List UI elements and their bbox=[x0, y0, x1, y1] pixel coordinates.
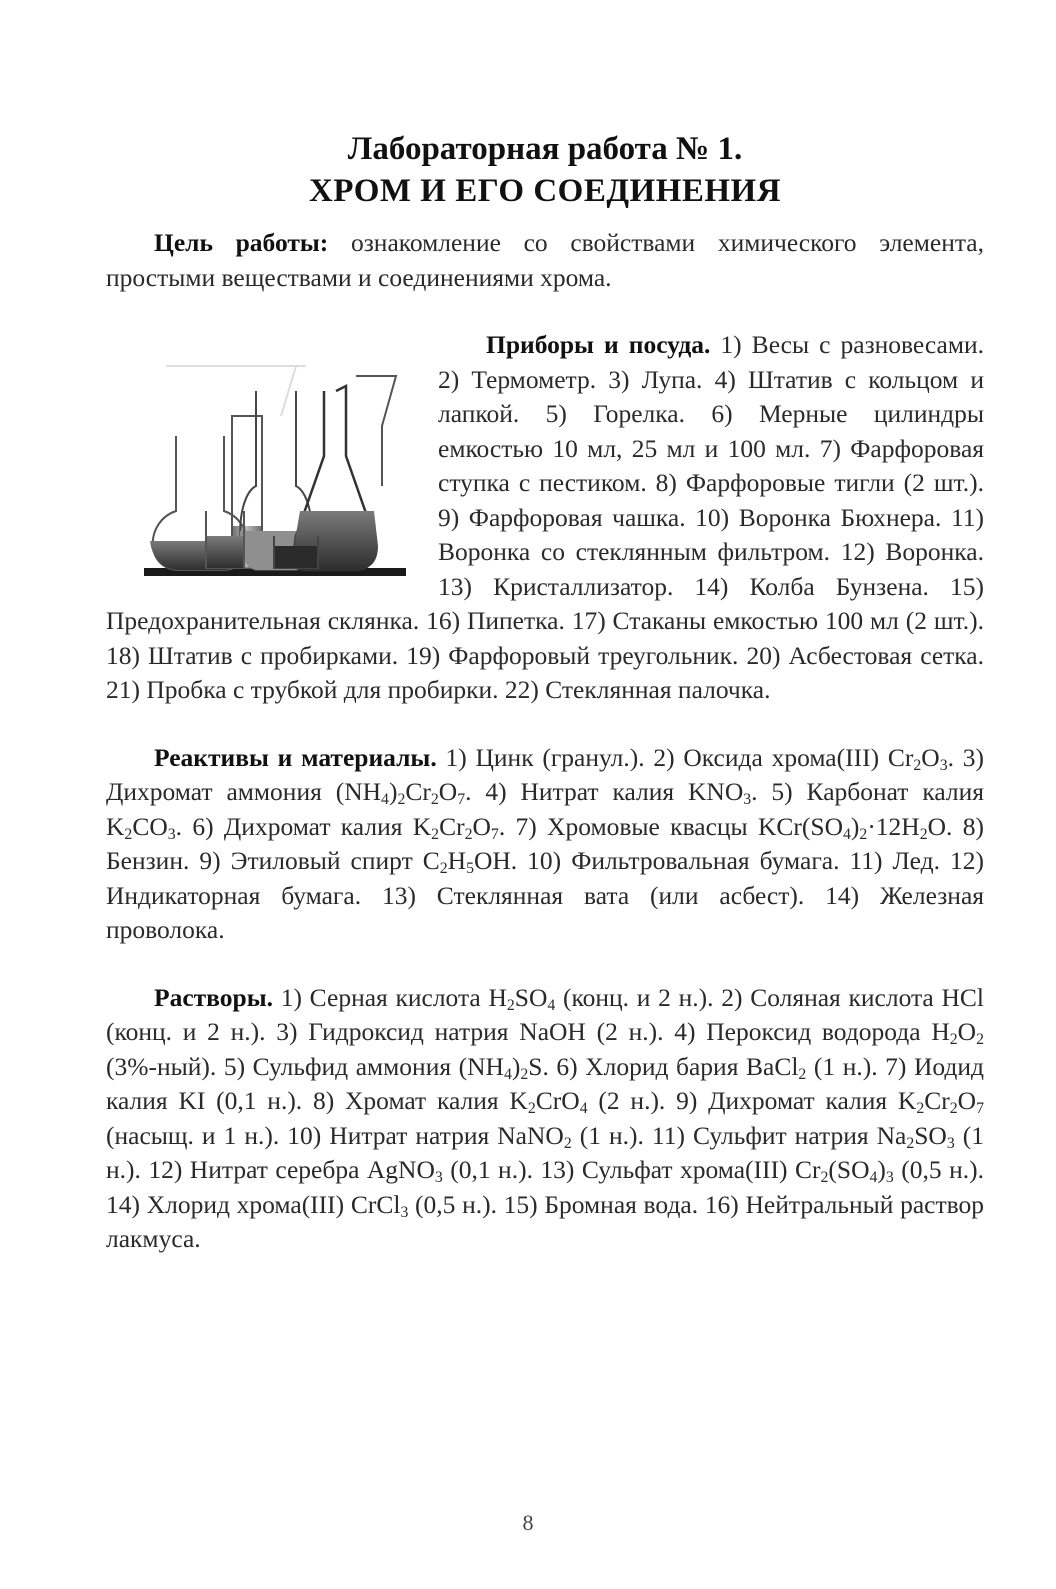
devices-section bbox=[106, 328, 984, 708]
goal-text: ознакомление со свойствами химического элемента, простыми веществами и соединениями хрома. bbox=[106, 228, 984, 292]
reagents-text: . 3) Дихромат аммония (NH bbox=[106, 742, 984, 806]
reagents-label: Реактивы и материалы. bbox=[154, 742, 437, 772]
solutions-text: (1 н.). 7) Иодид калия KI (0,1 н.). 8) Хромат калия K bbox=[106, 1051, 984, 1115]
solutions-text: SO bbox=[914, 1120, 947, 1150]
solutions-text: (0,5 н.). 15) Бромная вода. 16) Нейтральный раствор лакмуса. bbox=[106, 1189, 984, 1253]
solutions-text: ) bbox=[877, 1155, 886, 1184]
subscript: 3 bbox=[167, 825, 176, 843]
solutions-text: O bbox=[957, 1086, 977, 1115]
subscript: 2 bbox=[506, 996, 515, 1014]
reagents-text: Cr bbox=[439, 811, 465, 841]
page-content bbox=[106, 128, 984, 1257]
solutions-text: (1 н.). 11) Сульфит натрия Na bbox=[571, 1120, 907, 1150]
subscript: 2 bbox=[820, 1168, 829, 1186]
goal-paragraph bbox=[106, 226, 984, 295]
reagents-text: . 7) Хромовые квасцы KCr(SO bbox=[498, 811, 843, 841]
solutions-text: ) bbox=[511, 1051, 521, 1081]
subscript: 2 bbox=[976, 1030, 984, 1048]
lab-subtitle: ХРОМ И ЕГО СОЕДИНЕНИЯ bbox=[308, 173, 782, 209]
reagents-text: ) bbox=[850, 811, 860, 841]
solutions-label: Растворы. bbox=[154, 982, 273, 1012]
solutions-text: (1 н.). 12) Нитрат серебра AgNO bbox=[106, 1120, 985, 1184]
subscript: 3 bbox=[743, 790, 752, 808]
solutions-text: (конц. и 2 н.). 2) Соляная кислота HCl (конц. и 2 н.). 3) Гидроксид натрия NaOH (2 н.). 4) Пероксид водорода H bbox=[106, 982, 984, 1046]
page-number: 8 bbox=[522, 1510, 534, 1535]
subscript: 2 bbox=[397, 790, 406, 808]
reagents-text: O bbox=[921, 742, 940, 772]
solutions-text: (SO bbox=[828, 1155, 870, 1184]
solutions-text: 1) Серная кислота H bbox=[272, 982, 507, 1012]
subscript: 2 bbox=[520, 1065, 529, 1083]
subscript: 2 bbox=[124, 825, 133, 843]
subscript: 3 bbox=[946, 1134, 955, 1152]
reagents-text: 1) Цинк (гранул.). 2) Оксида хрома(III) Cr bbox=[436, 742, 914, 772]
solutions-text: (0,1 н.). 13) Сульфат хрома(III) Cr bbox=[442, 1155, 821, 1184]
reagents-paragraph bbox=[106, 741, 984, 948]
solutions-text: (0,5 н.). 14) Хлорид хрома(III) CrCl bbox=[106, 1155, 984, 1219]
subscript: 2 bbox=[913, 756, 922, 774]
reagents-text: . 5) Карбонат калия K bbox=[106, 777, 984, 841]
subscript: 2 bbox=[916, 1099, 925, 1117]
devices-label: Приборы и посуда. bbox=[486, 330, 711, 359]
subscript: 7 bbox=[490, 825, 499, 843]
solutions-text: (насыщ. и 1 н.). 10) Нитрат натрия NaNO bbox=[106, 1120, 564, 1150]
solutions-text: S. 6) Хлорид бария BaCl bbox=[528, 1051, 799, 1081]
solutions-text: SO bbox=[514, 982, 548, 1012]
subscript: 3 bbox=[939, 756, 948, 774]
subscript: 2 bbox=[798, 1065, 807, 1083]
laboratory-glassware-illustration bbox=[106, 336, 424, 581]
subscript: 2 bbox=[906, 1134, 915, 1152]
reagents-text: O. 8) Бензин. 9) Этиловый спирт C bbox=[106, 811, 984, 875]
reagents-text: H bbox=[447, 846, 467, 875]
subscript: 2 bbox=[464, 825, 473, 843]
subscript: 4 bbox=[579, 1099, 588, 1117]
reagents-text: O bbox=[438, 777, 458, 806]
solutions-text: CrO bbox=[535, 1086, 580, 1115]
reagents-text: CO bbox=[132, 811, 168, 841]
lab-title: Лабораторная работа № 1. bbox=[347, 131, 743, 167]
subscript: 7 bbox=[457, 790, 466, 808]
subscript: 2 bbox=[431, 825, 440, 843]
subscript: 3 bbox=[885, 1168, 894, 1186]
reagents-text: Cr bbox=[405, 777, 431, 806]
subscript: 4 bbox=[381, 790, 389, 808]
solutions-text: (3%-ный). 5) Сульфид аммония (NH bbox=[106, 1051, 504, 1081]
devices-text: 1) Весы с разновесами. 2) Термометр. 3) Лупа. 4) Штатив с кольцом и лапкой. 5) Горелка. 6) Мерные цилиндры емкостью 10 мл, 25 мл и 100 мл. 7) Фарфоровая ступка с пестиком. 8) Фарфоровые тигли (2 шт.). 9) Фарфоровая чашка. 10) Воронка Бюхнера. 11) Воронка со стеклянным фильтром. 12) Воронка. 13) Кристаллизатор. 14) Колба Бунзена. 15) Предохранительная склянка. 16) Пипетка. 17) Стаканы емкостью 100 мл (2 шт.). 18) Штатив с пробирками. 19) Фарфоровый треугольник. 20) Асбестовая сетка. 21) Пробка с трубкой для пробирки. 22) Стеклянная палочка. bbox=[106, 330, 984, 704]
subscript: 2 bbox=[919, 825, 928, 843]
goal-label: Цель работы: bbox=[154, 228, 329, 257]
subscript: 3 bbox=[400, 1203, 409, 1221]
solutions-text: O bbox=[957, 1017, 977, 1046]
subscript: 7 bbox=[976, 1099, 984, 1117]
subscript: 2 bbox=[430, 790, 439, 808]
subscript: 5 bbox=[466, 859, 474, 877]
subscript: 2 bbox=[949, 1099, 958, 1117]
reagents-text: ) bbox=[388, 777, 398, 806]
subscript: 4 bbox=[869, 1168, 878, 1186]
subscript: 4 bbox=[547, 996, 556, 1014]
reagents-text: ·12H bbox=[867, 811, 920, 841]
reagents-text: O bbox=[472, 811, 491, 841]
solutions-text: Cr bbox=[924, 1086, 950, 1115]
solutions-paragraph bbox=[106, 981, 984, 1257]
reagents-text: . 6) Дихромат калия K bbox=[175, 811, 432, 841]
subscript: 2 bbox=[563, 1134, 572, 1152]
reagents-text: . 4) Нитрат калия KNO bbox=[465, 777, 744, 806]
subscript: 2 bbox=[527, 1099, 536, 1117]
subscript: 4 bbox=[843, 825, 851, 843]
subscript: 2 bbox=[439, 859, 448, 877]
subscript: 2 bbox=[949, 1030, 958, 1048]
reagents-text: OH. 10) Фильтровальная бумага. 11) Лед. 12) Индикаторная бумага. 13) Стеклянная вата (или асбест). 14) Железная проволока. bbox=[106, 846, 984, 944]
subscript: 3 bbox=[434, 1168, 443, 1186]
subscript: 4 bbox=[503, 1065, 512, 1083]
subscript: 2 bbox=[859, 825, 868, 843]
solutions-text: (2 н.). 9) Дихромат калия K bbox=[587, 1086, 917, 1115]
